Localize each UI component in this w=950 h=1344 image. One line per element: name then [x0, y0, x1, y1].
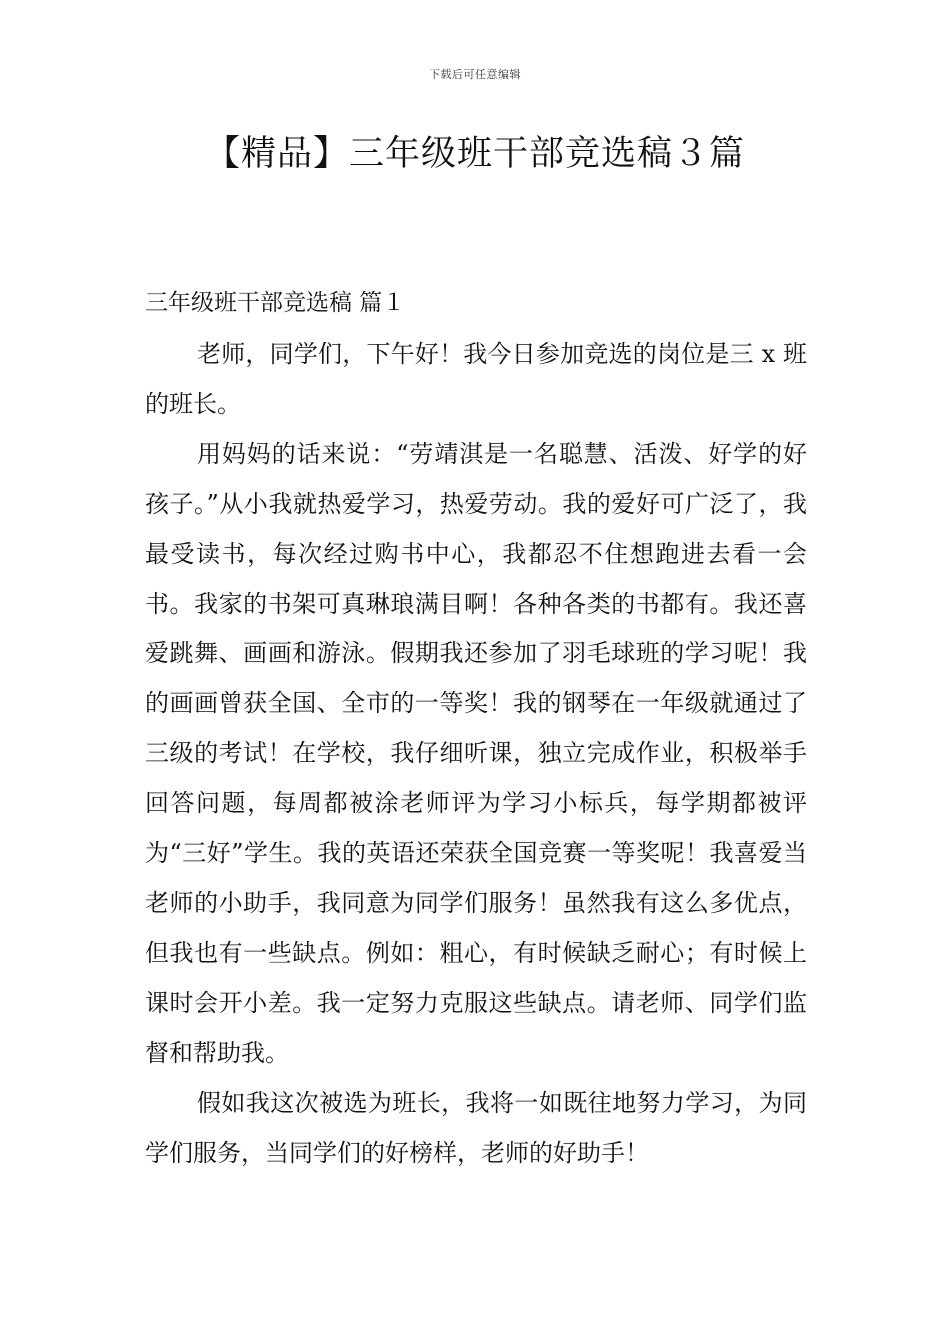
- paragraph-pledge: 假如我这次被选为班长，我将一如既往地努力学习，为同学们服务，当同学们的好榜样，老师的好助手！: [145, 1088, 807, 1167]
- body-text: [145, 330, 807, 1178]
- section-heading: 三年级班干部竞选稿 篇１: [145, 290, 406, 316]
- document-title: 【精品】三年级班干部竞选稿３篇: [204, 134, 745, 174]
- header-note: 下载后可任意编辑: [429, 68, 521, 81]
- paragraph-greeting: 老师，同学们，下午好！我今日参加竞选的岗位是三 x 班的班长。: [145, 340, 807, 418]
- paragraph-self-introduction: 用妈妈的话来说：“劳靖淇是一名聪慧、活泼、好学的好孩子。”从小我就热爱学习，热爱劳动。我的爱好可广泛了，我最受读书，每次经过购书中心，我都忍不住想跑进去看一会书。我家的书架可真琳琅满目啊！各种各类的书都有。我还喜爱跳舞、画画和游泳。假期我还参加了羽毛球班的学习呢！我的画画曾获全国、全市的一等奖！我的钢琴在一年级就通过了三级的考试！在学校，我仔细听课，独立完成作业，积极举手回答问题，每周都被涂老师评为学习小标兵，每学期都被评为“三好”学生。我的英语还荣获全国竞赛一等奖呢！我喜爱当老师的小助手，我同意为同学们服务！虽然我有这么多优点，但我也有一些缺点。例如：粗心，有时候缺乏耐心；有时候上课时会开小差。我一定努力克服这些缺点。请老师、同学们监督和帮助我。: [145, 439, 807, 1067]
